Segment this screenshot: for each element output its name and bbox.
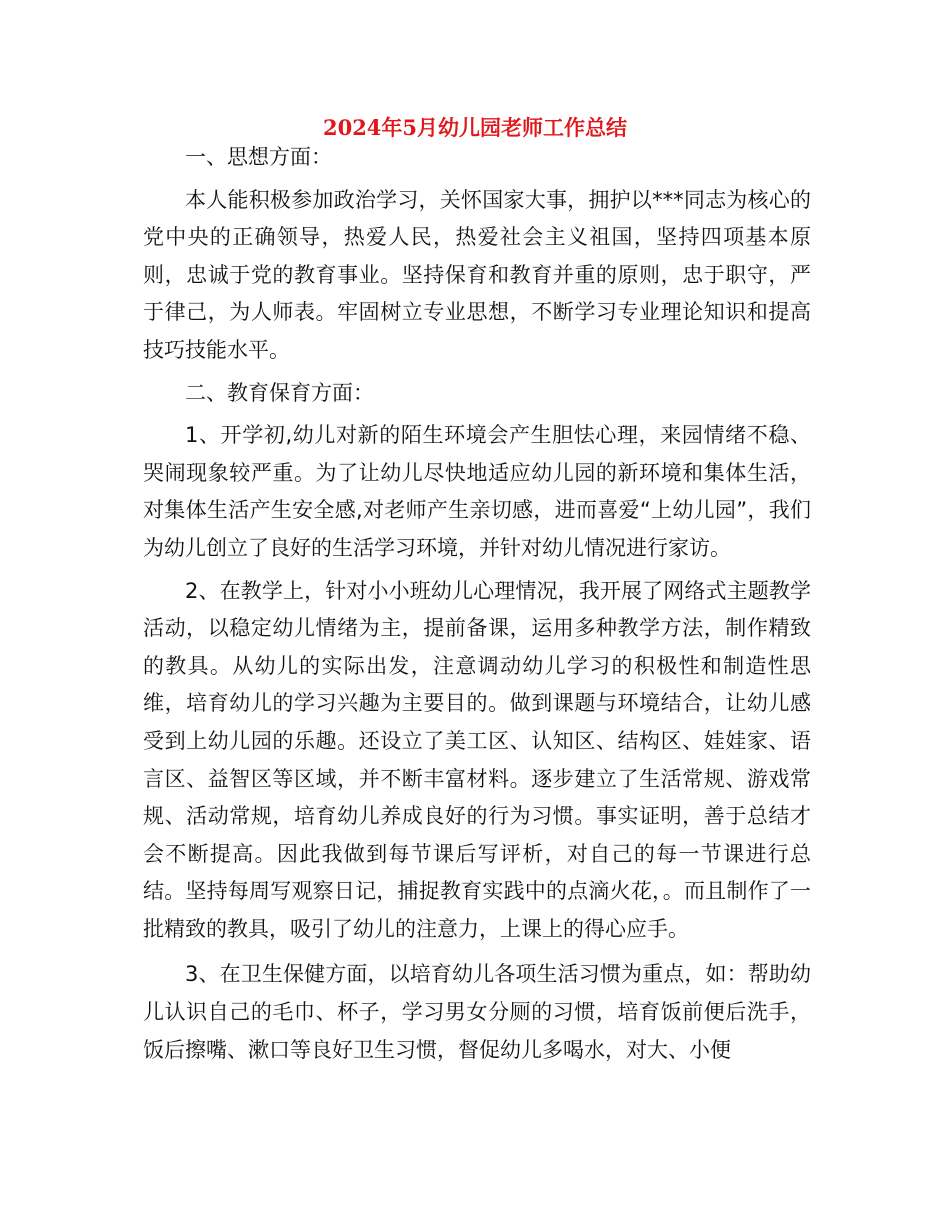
document-body <box>143 139 811 1069</box>
paragraph-thought: 本人能积极参加政治学习，关怀国家大事，拥护以***同志为核心的党中央的正确领导，热爱人民，热爱社会主义祖国，坚持四项基本原则，忠诚于党的教育事业。坚持保育和教育并重的原则，忠于职守，严于律己，为人师表。牢固树立专业思想，不断学习专业理论知识和提高技巧技能水平。 <box>143 187 811 362</box>
document-title: 2024年5月幼儿园老师工作总结 <box>322 115 628 140</box>
paragraph-item-3: 3、在卫生保健方面，以培育幼儿各项生活习惯为重点，如：帮助幼儿认识自己的毛巾、杯子，学习男女分厕的习惯，培育饭前便后洗手，饭后擦嘴、漱口等良好卫生习惯，督促幼儿多喝水，对大、小便 <box>143 962 811 1062</box>
section-heading-education: 二、教育保育方面： <box>185 380 374 405</box>
paragraph-item-1: 1、开学初,幼儿对新的陌生环境会产生胆怯心理，来园情绪不稳、哭闹现象较严重。为了让幼儿尽快地适应幼儿园的新环境和集体生活，对集体生活产生安全感,对老师产生亲切感，进而喜爱“上幼儿园”，我们为幼儿创立了良好的生活学习环境，并针对幼儿情况进行家访。 <box>143 423 811 560</box>
section-heading-thought: 一、思想方面： <box>185 145 332 169</box>
paragraph-item-2: 2、在教学上，针对小小班幼儿心理情况，我开展了网络式主题教学活动，以稳定幼儿情绪为主，提前备课，运用多种教学方法，制作精致的教具。从幼儿的实际出发，注意调动幼儿学习的积极性和制造性思维，培育幼儿的学习兴趣为主要目的。做到课题与环境结合，让幼儿感受到上幼儿园的乐趣。还设立了美工区、认知区、结构区、娃娃家、语言区、益智区等区域，并不断丰富材料。逐步建立了生活常规、游戏常规、活动常规，培育幼儿养成良好的行为习惯。事实证明，善于总结才会不断提高。因此我做到每节课后写评析，对自己的每一节课进行总结。坚持每周写观察日记，捕捉教育实践中的点滴火花，。而且制作了一批精致的教具，吸引了幼儿的注意力，上课上的得心应手。 <box>143 578 811 941</box>
